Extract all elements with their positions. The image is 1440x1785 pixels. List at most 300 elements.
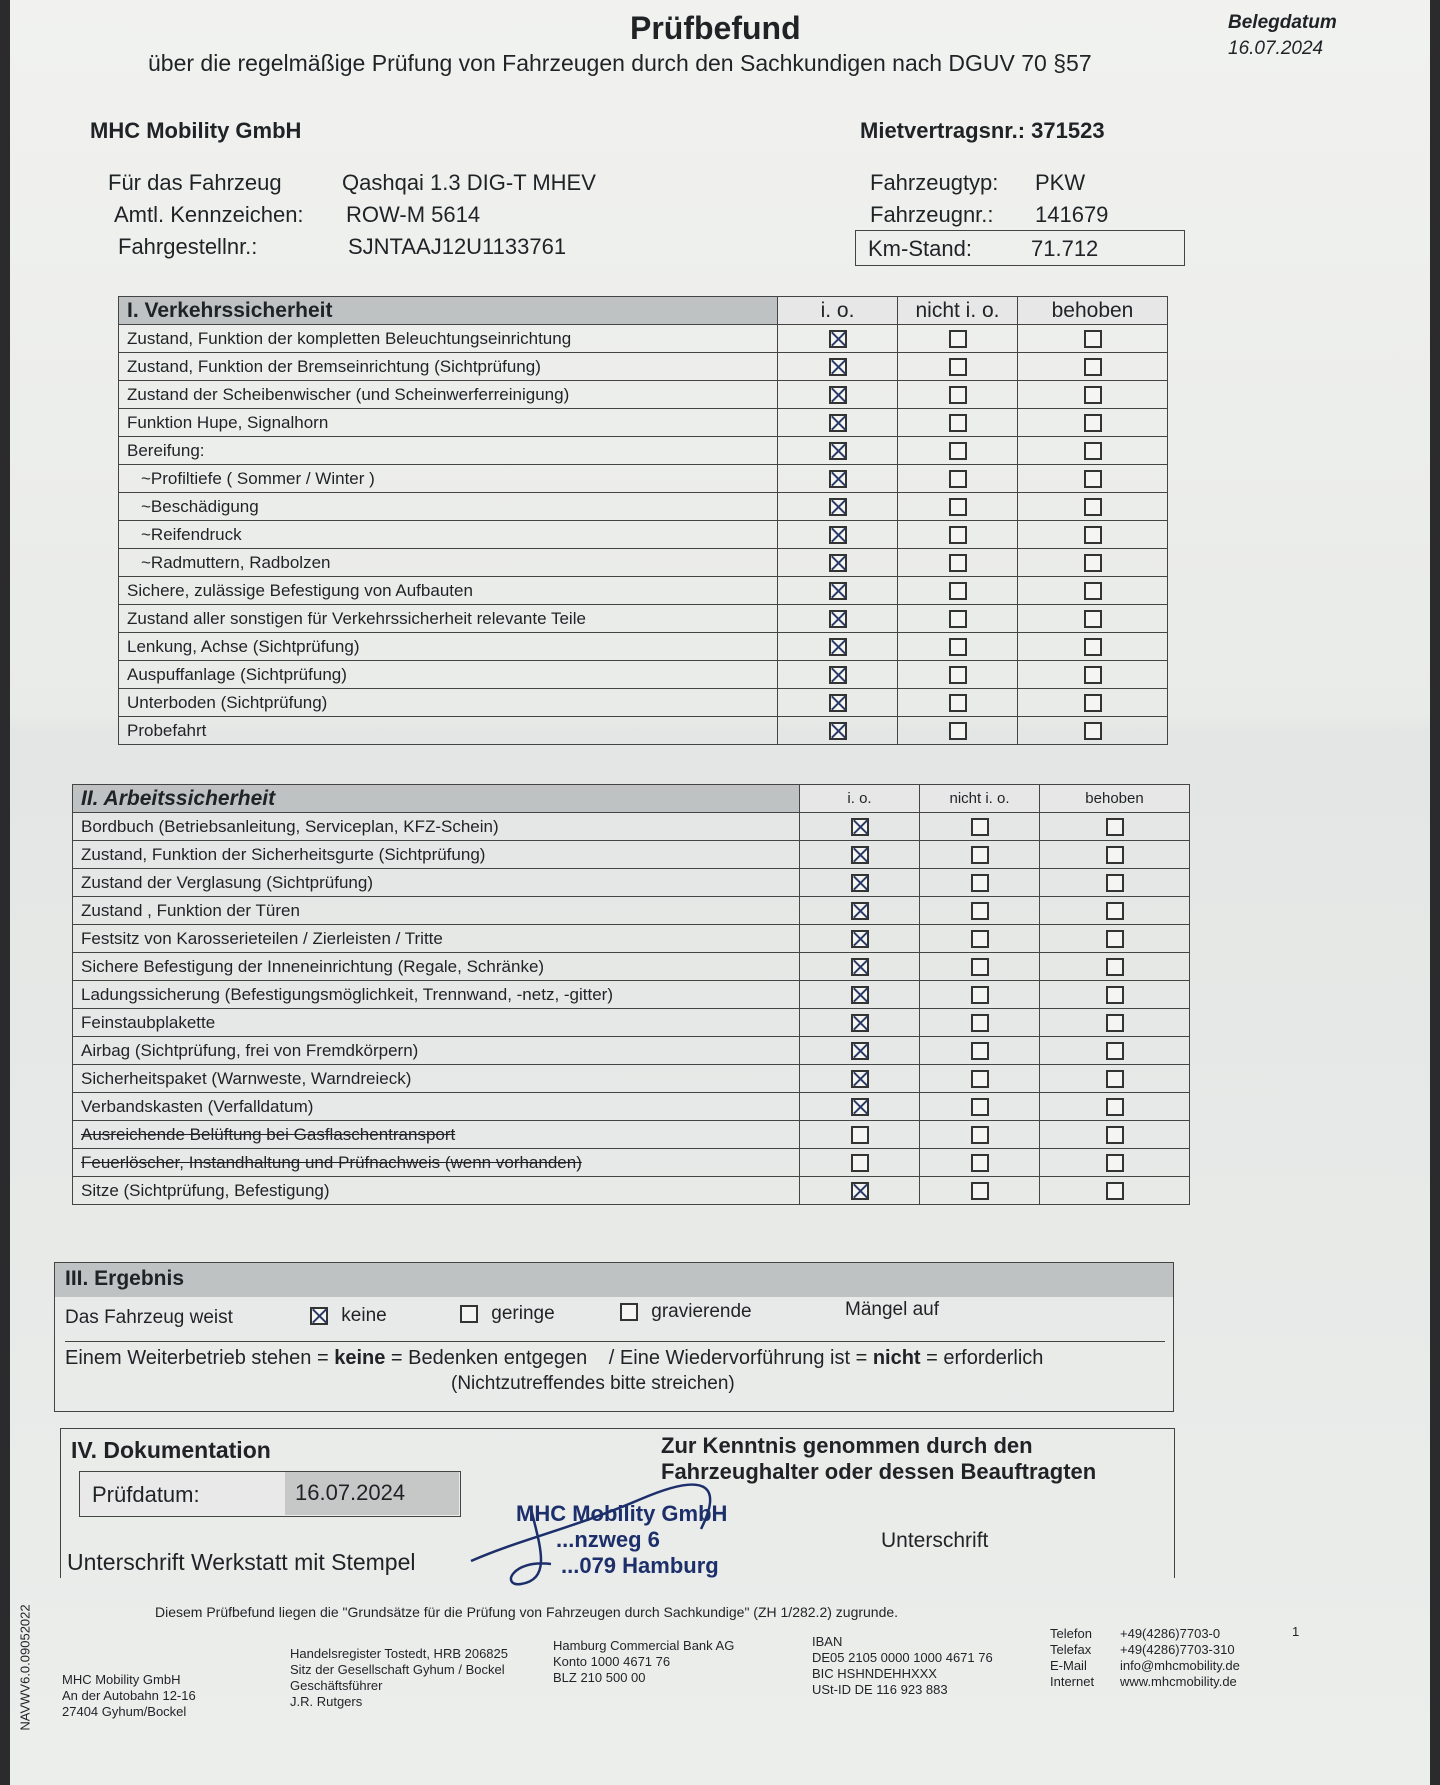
- section3-title: III. Ergebnis: [55, 1263, 1173, 1297]
- maengel-label: Mängel auf: [845, 1299, 940, 1320]
- beh-checkbox[interactable]: [1106, 1154, 1124, 1172]
- nio-checkbox[interactable]: [949, 554, 967, 572]
- vehicle-value: Qashqai 1.3 DIG-T MHEV: [342, 170, 596, 195]
- pruefdatum-label: Prüfdatum:: [80, 1472, 285, 1515]
- io-checkbox[interactable]: [829, 330, 847, 348]
- beh-checkbox[interactable]: [1106, 1182, 1124, 1200]
- checkbox-cell-beh: [1018, 633, 1168, 661]
- beh-checkbox[interactable]: [1084, 470, 1102, 488]
- checkbox-cell-io: [778, 661, 898, 689]
- footer-address-line: 27404 Gyhum/Bockel: [62, 1704, 187, 1719]
- io-checkbox[interactable]: [851, 874, 869, 892]
- pruefdatum-value: 16.07.2024: [285, 1472, 459, 1515]
- footer-registry: [290, 1646, 508, 1710]
- nio-checkbox[interactable]: [971, 874, 989, 892]
- checkbox-cell-io: [800, 925, 920, 953]
- nio-checkbox[interactable]: [971, 1154, 989, 1172]
- footer-iban-line: USt-ID DE 116 923 883: [812, 1682, 948, 1697]
- io-checkbox[interactable]: [829, 582, 847, 600]
- nio-checkbox[interactable]: [949, 470, 967, 488]
- section2-table: [72, 784, 1190, 1205]
- section4-box: [60, 1428, 1175, 1578]
- section3-box: [54, 1262, 1174, 1412]
- table-row: [73, 925, 1190, 953]
- section2-col-nio: nicht i. o.: [920, 785, 1040, 813]
- beh-checkbox[interactable]: [1106, 1042, 1124, 1060]
- checkbox-cell-nio: [920, 981, 1040, 1009]
- beh-checkbox[interactable]: [1106, 958, 1124, 976]
- checkbox-cell-nio: [898, 605, 1018, 633]
- io-checkbox[interactable]: [851, 1098, 869, 1116]
- table-row: [73, 869, 1190, 897]
- checkbox-cell-io: [800, 813, 920, 841]
- io-checkbox[interactable]: [829, 666, 847, 684]
- line2-part-d: = erforderlich: [920, 1347, 1044, 1369]
- checkbox-cell-io: [800, 1037, 920, 1065]
- table-row: [119, 717, 1168, 745]
- io-checkbox[interactable]: [851, 846, 869, 864]
- row-label: Sicherheitspaket (Warnweste, Warndreieck): [73, 1065, 800, 1093]
- io-checkbox[interactable]: [851, 902, 869, 920]
- beh-checkbox[interactable]: [1084, 386, 1102, 404]
- nio-checkbox[interactable]: [949, 526, 967, 544]
- stamp-line3: ...079 Hamburg: [561, 1553, 719, 1578]
- row-label: ~Reifendruck: [119, 521, 778, 549]
- checkbox-cell-nio: [920, 841, 1040, 869]
- option-gravierende[interactable]: [620, 1301, 752, 1323]
- beh-checkbox[interactable]: [1106, 902, 1124, 920]
- footer-registry-line: Sitz der Gesellschaft Gyhum / Bockel: [290, 1662, 505, 1677]
- checkbox-cell-nio: [898, 577, 1018, 605]
- table-row: [73, 981, 1190, 1009]
- nio-checkbox[interactable]: [971, 818, 989, 836]
- nio-checkbox[interactable]: [949, 414, 967, 432]
- checkbox-cell-io: [778, 577, 898, 605]
- option-geringe[interactable]: [460, 1303, 555, 1325]
- row-label: Auspuffanlage (Sichtprüfung): [119, 661, 778, 689]
- row-label: Sichere, zulässige Befestigung von Aufbauten: [119, 577, 778, 605]
- checkbox-cell-io: [800, 1177, 920, 1205]
- nio-checkbox[interactable]: [949, 694, 967, 712]
- nio-checkbox[interactable]: [949, 666, 967, 684]
- checkbox-cell-io: [800, 1009, 920, 1037]
- beh-checkbox[interactable]: [1084, 554, 1102, 572]
- section3-note: (Nichtzutreffendes bitte streichen): [451, 1373, 735, 1394]
- footer-contact-label: E-Mail: [1050, 1658, 1087, 1673]
- checkbox-cell-nio: [920, 953, 1040, 981]
- section1-table: [118, 296, 1168, 745]
- footer-note: Diesem Prüfbefund liegen die "Grundsätze für die Prüfung von Fahrzeugen durch Sachkundige" (ZH 1/282.2) zugrunde.: [155, 1604, 899, 1620]
- footer-iban: [812, 1634, 993, 1698]
- footer-address-line: An der Autobahn 12-16: [62, 1688, 196, 1703]
- nio-checkbox[interactable]: [971, 1042, 989, 1060]
- document-subtitle: über die regelmäßige Prüfung von Fahrzeugen durch den Sachkundigen nach DGUV 70 §57: [148, 50, 1092, 76]
- checkbox-cell-nio: [898, 717, 1018, 745]
- section2-col-io: i. o.: [800, 785, 920, 813]
- io-checkbox[interactable]: [829, 386, 847, 404]
- beh-checkbox[interactable]: [1084, 414, 1102, 432]
- beh-checkbox[interactable]: [1084, 722, 1102, 740]
- checkbox-cell-nio: [920, 813, 1040, 841]
- checkbox-cell-beh: [1040, 1149, 1190, 1177]
- row-label: Sitze (Sichtprüfung, Befestigung): [73, 1177, 800, 1205]
- footer-address-line: MHC Mobility GmbH: [62, 1672, 181, 1687]
- checkbox-cell-beh: [1040, 1037, 1190, 1065]
- checkbox-cell-nio: [898, 521, 1018, 549]
- checkbox-cell-io: [778, 381, 898, 409]
- checkbox-cell-io: [778, 549, 898, 577]
- checkbox-cell-io: [778, 353, 898, 381]
- io-checkbox[interactable]: [829, 470, 847, 488]
- io-checkbox[interactable]: [829, 554, 847, 572]
- table-row: [73, 1121, 1190, 1149]
- checkbox-cell-nio: [898, 633, 1018, 661]
- beh-checkbox[interactable]: [1084, 666, 1102, 684]
- io-checkbox[interactable]: [851, 1182, 869, 1200]
- table-row: [73, 1177, 1190, 1205]
- footer-email: info@mhcmobility.de: [1120, 1658, 1240, 1673]
- checkbox-cell-io: [778, 605, 898, 633]
- checkbox-cell-beh: [1018, 661, 1168, 689]
- row-label: Probefahrt: [119, 717, 778, 745]
- table-row: [119, 493, 1168, 521]
- checkbox-cell-beh: [1040, 1009, 1190, 1037]
- plate-value: ROW-M 5614: [346, 202, 481, 227]
- checkbox-cell-nio: [898, 661, 1018, 689]
- plate-label: Amtl. Kennzeichen:: [114, 202, 304, 227]
- checkbox-cell-nio: [920, 1065, 1040, 1093]
- io-checkbox[interactable]: [851, 1154, 869, 1172]
- checkbox-cell-nio: [898, 381, 1018, 409]
- row-label: Lenkung, Achse (Sichtprüfung): [119, 633, 778, 661]
- gravierende-checkbox[interactable]: [620, 1303, 638, 1321]
- nio-checkbox[interactable]: [949, 610, 967, 628]
- section1-col-nio: nicht i. o.: [898, 297, 1018, 325]
- checkbox-cell-beh: [1040, 953, 1190, 981]
- table-row: [119, 521, 1168, 549]
- io-checkbox[interactable]: [829, 722, 847, 740]
- footer-contact-label: Telefax: [1050, 1642, 1092, 1657]
- section3-divider: [65, 1341, 1165, 1342]
- table-row: [119, 689, 1168, 717]
- checkbox-cell-nio: [920, 869, 1040, 897]
- vehicle-type-label: Fahrzeugtyp:: [870, 170, 999, 195]
- km-box: [855, 230, 1185, 266]
- nio-checkbox[interactable]: [971, 1070, 989, 1088]
- row-label: Feuerlöscher, Instandhaltung und Prüfnachweis (wenn vorhanden): [73, 1149, 800, 1177]
- row-label: Zustand aller sonstigen für Verkehrssicherheit relevante Teile: [119, 605, 778, 633]
- row-label: Bereifung:: [119, 437, 778, 465]
- checkbox-cell-beh: [1018, 465, 1168, 493]
- beh-checkbox[interactable]: [1084, 582, 1102, 600]
- option-gravierende-label: gravierende: [651, 1301, 752, 1322]
- io-checkbox[interactable]: [851, 958, 869, 976]
- checkbox-cell-beh: [1040, 869, 1190, 897]
- stamp-line2: ...nzweg 6: [556, 1527, 660, 1552]
- checkbox-cell-io: [800, 869, 920, 897]
- checkbox-cell-beh: [1018, 381, 1168, 409]
- table-row: [73, 1149, 1190, 1177]
- table-row: [119, 437, 1168, 465]
- pruefdatum-box: [79, 1471, 461, 1517]
- footer-registry-line: J.R. Rutgers: [290, 1694, 363, 1709]
- nio-checkbox[interactable]: [971, 1182, 989, 1200]
- checkbox-cell-beh: [1018, 605, 1168, 633]
- io-checkbox[interactable]: [851, 818, 869, 836]
- nio-checkbox[interactable]: [949, 498, 967, 516]
- table-row: [119, 661, 1168, 689]
- io-checkbox[interactable]: [851, 930, 869, 948]
- checkbox-cell-nio: [920, 925, 1040, 953]
- checkbox-cell-nio: [898, 409, 1018, 437]
- table-row: [73, 841, 1190, 869]
- checkbox-cell-beh: [1018, 493, 1168, 521]
- table-row: [119, 409, 1168, 437]
- beh-checkbox[interactable]: [1084, 442, 1102, 460]
- checkbox-cell-io: [800, 1093, 920, 1121]
- checkbox-cell-nio: [920, 1009, 1040, 1037]
- checkbox-cell-beh: [1018, 353, 1168, 381]
- beh-checkbox[interactable]: [1106, 1014, 1124, 1032]
- beh-checkbox[interactable]: [1106, 846, 1124, 864]
- beh-checkbox[interactable]: [1084, 498, 1102, 516]
- nio-checkbox[interactable]: [949, 638, 967, 656]
- checkbox-cell-io: [800, 1065, 920, 1093]
- document-title: Prüfbefund: [630, 10, 801, 46]
- footer-iban-line: DE05 2105 0000 1000 4671 76: [812, 1650, 993, 1665]
- checkbox-cell-nio: [898, 549, 1018, 577]
- row-label: Ausreichende Belüftung bei Gasflaschentransport: [73, 1121, 800, 1149]
- checkbox-cell-beh: [1040, 1177, 1190, 1205]
- io-checkbox[interactable]: [851, 1126, 869, 1144]
- section3-weist-label: Das Fahrzeug weist: [65, 1307, 233, 1328]
- table-row: [73, 953, 1190, 981]
- checkbox-cell-io: [800, 897, 920, 925]
- checkbox-cell-io: [778, 325, 898, 353]
- beh-checkbox[interactable]: [1084, 330, 1102, 348]
- table-row: [119, 549, 1168, 577]
- checkbox-cell-nio: [898, 437, 1018, 465]
- checkbox-cell-beh: [1018, 409, 1168, 437]
- belegdatum-value: 16.07.2024: [1228, 38, 1324, 59]
- checkbox-cell-beh: [1040, 1121, 1190, 1149]
- beh-checkbox[interactable]: [1084, 526, 1102, 544]
- section1-col-io: i. o.: [778, 297, 898, 325]
- checkbox-cell-nio: [920, 1177, 1040, 1205]
- footer-phone: +49(4286)7703-0: [1120, 1626, 1221, 1641]
- checkbox-cell-io: [800, 1121, 920, 1149]
- nio-checkbox[interactable]: [971, 1098, 989, 1116]
- beh-checkbox[interactable]: [1106, 1126, 1124, 1144]
- footer-bank-line: Hamburg Commercial Bank AG: [553, 1638, 735, 1653]
- io-checkbox[interactable]: [829, 638, 847, 656]
- nio-checkbox[interactable]: [971, 846, 989, 864]
- table-row: [119, 381, 1168, 409]
- line2-part-a: Einem Weiterbetrieb stehen =: [65, 1347, 335, 1369]
- section2-col-behoben: behoben: [1040, 785, 1190, 813]
- footer-registry-line: Handelsregister Tostedt, HRB 206825: [290, 1646, 508, 1661]
- footer-address: [62, 1672, 196, 1720]
- io-checkbox[interactable]: [829, 442, 847, 460]
- vin-label: Fahrgestellnr.:: [118, 234, 258, 259]
- beh-checkbox[interactable]: [1106, 1098, 1124, 1116]
- footer-iban-line: IBAN: [812, 1634, 843, 1649]
- checkbox-cell-io: [778, 689, 898, 717]
- nio-checkbox[interactable]: [949, 358, 967, 376]
- checkbox-cell-nio: [920, 1093, 1040, 1121]
- checkbox-cell-io: [778, 633, 898, 661]
- nio-checkbox[interactable]: [971, 902, 989, 920]
- checkbox-cell-beh: [1040, 1065, 1190, 1093]
- table-row: [119, 325, 1168, 353]
- row-label: Bordbuch (Betriebsanleitung, Serviceplan, KFZ-Schein): [73, 813, 800, 841]
- beh-checkbox[interactable]: [1106, 1070, 1124, 1088]
- row-label: Festsitz von Karosserieteilen / Zierleisten / Tritte: [73, 925, 800, 953]
- row-label: Ladungssicherung (Befestigungsmöglichkeit, Trennwand, -netz, -gitter): [73, 981, 800, 1009]
- checkbox-cell-nio: [898, 325, 1018, 353]
- kenntnis-line2: Fahrzeughalter oder dessen Beauftragten: [661, 1459, 1097, 1484]
- io-checkbox[interactable]: [851, 1014, 869, 1032]
- checkbox-cell-beh: [1040, 897, 1190, 925]
- section3-line2: [65, 1347, 1043, 1370]
- row-label: Sichere Befestigung der Inneneinrichtung (Regale, Schränke): [73, 953, 800, 981]
- checkbox-cell-beh: [1018, 577, 1168, 605]
- beh-checkbox[interactable]: [1106, 986, 1124, 1004]
- nio-checkbox[interactable]: [971, 958, 989, 976]
- io-checkbox[interactable]: [829, 610, 847, 628]
- section1-col-behoben: behoben: [1018, 297, 1168, 325]
- row-label: ~Profiltiefe ( Sommer / Winter ): [119, 465, 778, 493]
- table-row: [73, 897, 1190, 925]
- footer-bank-line: BLZ 210 500 00: [553, 1670, 646, 1685]
- checkbox-cell-io: [778, 521, 898, 549]
- row-label: Verbandskasten (Verfalldatum): [73, 1093, 800, 1121]
- footer-iban-line: BIC HSHNDEHHXXX: [812, 1666, 937, 1681]
- nio-checkbox[interactable]: [971, 1014, 989, 1032]
- section2-title: II. Arbeitssicherheit: [73, 785, 800, 813]
- checkbox-cell-nio: [920, 897, 1040, 925]
- beh-checkbox[interactable]: [1084, 638, 1102, 656]
- row-label: Unterboden (Sichtprüfung): [119, 689, 778, 717]
- io-checkbox[interactable]: [851, 986, 869, 1004]
- checkbox-cell-io: [800, 981, 920, 1009]
- nio-checkbox[interactable]: [971, 1126, 989, 1144]
- nio-checkbox[interactable]: [949, 330, 967, 348]
- vehicle-number-label: Fahrzeugnr.:: [870, 202, 994, 227]
- table-row: [119, 633, 1168, 661]
- checkbox-cell-nio: [920, 1037, 1040, 1065]
- geringe-checkbox[interactable]: [460, 1305, 478, 1323]
- nio-checkbox[interactable]: [971, 930, 989, 948]
- checkbox-cell-nio: [920, 1149, 1040, 1177]
- nio-checkbox[interactable]: [949, 386, 967, 404]
- footer-contact-label: Telefon: [1050, 1626, 1092, 1641]
- checkbox-cell-beh: [1040, 981, 1190, 1009]
- keine-checkbox[interactable]: [310, 1307, 328, 1325]
- footer-bank: [553, 1638, 734, 1686]
- vehicle-type-value: PKW: [1035, 170, 1086, 195]
- beh-checkbox[interactable]: [1084, 694, 1102, 712]
- checkbox-cell-beh: [1040, 1093, 1190, 1121]
- checkbox-cell-beh: [1040, 841, 1190, 869]
- io-checkbox[interactable]: [829, 414, 847, 432]
- line2-part-c: / Eine Wiedervorführung ist =: [608, 1347, 873, 1369]
- option-geringe-label: geringe: [491, 1303, 555, 1324]
- checkbox-cell-io: [778, 465, 898, 493]
- checkbox-cell-io: [778, 409, 898, 437]
- row-label: Funktion Hupe, Signalhorn: [119, 409, 778, 437]
- line2-keine: keine: [334, 1347, 386, 1369]
- option-keine[interactable]: [310, 1305, 387, 1327]
- checkbox-cell-nio: [898, 465, 1018, 493]
- checkbox-cell-nio: [898, 493, 1018, 521]
- belegdatum-label: Belegdatum: [1228, 12, 1337, 33]
- stamp-line1: MHC Mobility GmbH: [516, 1501, 728, 1526]
- table-row: [73, 813, 1190, 841]
- checkbox-cell-io: [800, 953, 920, 981]
- io-checkbox[interactable]: [851, 1070, 869, 1088]
- vehicle-label: Für das Fahrzeug: [108, 170, 282, 195]
- io-checkbox[interactable]: [829, 694, 847, 712]
- nio-checkbox[interactable]: [971, 986, 989, 1004]
- checkbox-cell-beh: [1018, 521, 1168, 549]
- beh-checkbox[interactable]: [1084, 358, 1102, 376]
- checkbox-cell-beh: [1018, 689, 1168, 717]
- km-value: 71.712: [1031, 236, 1099, 261]
- footer-page-number: 1: [1292, 1624, 1300, 1639]
- checkbox-cell-nio: [898, 689, 1018, 717]
- table-row: [119, 353, 1168, 381]
- beh-checkbox[interactable]: [1106, 930, 1124, 948]
- io-checkbox[interactable]: [829, 498, 847, 516]
- row-label: Zustand , Funktion der Türen: [73, 897, 800, 925]
- io-checkbox[interactable]: [851, 1042, 869, 1060]
- option-keine-label: keine: [341, 1305, 387, 1326]
- table-row: [73, 1065, 1190, 1093]
- footer-contact-label: Internet: [1050, 1674, 1095, 1689]
- section4-title: IV. Dokumentation: [71, 1437, 271, 1463]
- table-row: [73, 1037, 1190, 1065]
- table-row: [73, 1093, 1190, 1121]
- kenntnis-line1: Zur Kenntnis genommen durch den: [661, 1433, 1033, 1458]
- checkbox-cell-io: [778, 717, 898, 745]
- io-checkbox[interactable]: [829, 358, 847, 376]
- checkbox-cell-beh: [1040, 813, 1190, 841]
- checkbox-cell-beh: [1018, 717, 1168, 745]
- section1-title: I. Verkehrssicherheit: [119, 297, 778, 325]
- beh-checkbox[interactable]: [1106, 874, 1124, 892]
- beh-checkbox[interactable]: [1106, 818, 1124, 836]
- row-label: ~Beschädigung: [119, 493, 778, 521]
- io-checkbox[interactable]: [829, 526, 847, 544]
- table-row: [73, 1009, 1190, 1037]
- checkbox-cell-io: [800, 841, 920, 869]
- row-label: Zustand, Funktion der Bremseinrichtung (Sichtprüfung): [119, 353, 778, 381]
- nio-checkbox[interactable]: [949, 722, 967, 740]
- row-label: Zustand der Verglasung (Sichtprüfung): [73, 869, 800, 897]
- footer-contact-values: [1120, 1626, 1240, 1690]
- row-label: Airbag (Sichtprüfung, frei von Fremdkörpern): [73, 1037, 800, 1065]
- checkbox-cell-beh: [1040, 925, 1190, 953]
- nio-checkbox[interactable]: [949, 582, 967, 600]
- line2-part-b: = Bedenken entgegen: [385, 1347, 588, 1369]
- beh-checkbox[interactable]: [1084, 610, 1102, 628]
- checkbox-cell-beh: [1018, 325, 1168, 353]
- nio-checkbox[interactable]: [949, 442, 967, 460]
- footer-bank-line: Konto 1000 4671 76: [553, 1654, 671, 1669]
- footer-contact-labels: [1050, 1626, 1094, 1690]
- table-row: [119, 605, 1168, 633]
